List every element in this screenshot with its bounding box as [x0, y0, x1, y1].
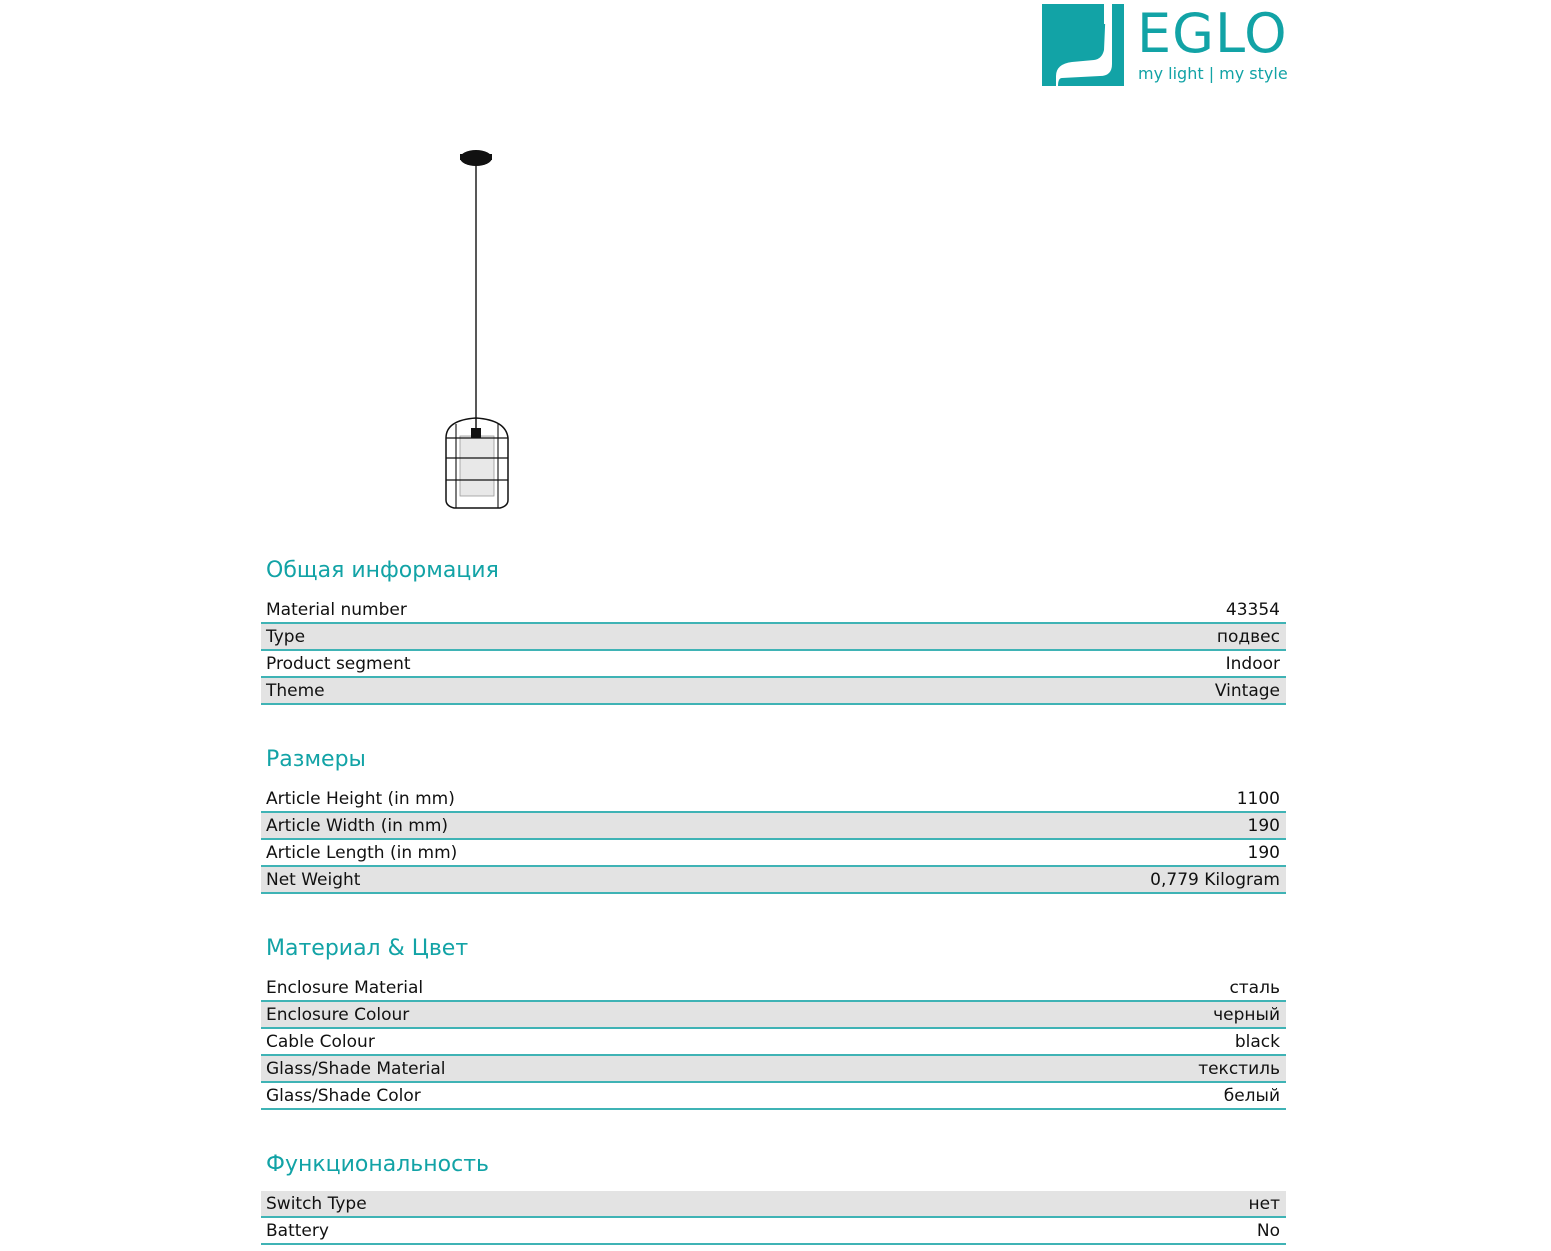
table-row: Material number 43354 [261, 597, 1286, 624]
table-row: Glass/Shade Material текстиль [261, 1056, 1286, 1083]
table-row: Enclosure Material сталь [261, 975, 1286, 1002]
table-row: Article Width (in mm) 190 [261, 813, 1286, 840]
eglo-logo-icon [1042, 4, 1124, 86]
general-info-table [261, 597, 1286, 705]
section-title-material-color: Материал & Цвет [266, 936, 469, 961]
table-row: Article Height (in mm) 1100 [261, 786, 1286, 813]
dimensions-table [261, 786, 1286, 894]
table-row: Type подвес [261, 624, 1286, 651]
table-row: Product segment Indoor [261, 651, 1286, 678]
table-row: Enclosure Colour черный [261, 1002, 1286, 1029]
section-title-general: Общая информация [266, 558, 499, 583]
table-row: Article Length (in mm) 190 [261, 840, 1286, 867]
brand-name: EGLO [1137, 2, 1288, 65]
material-color-table [261, 975, 1286, 1110]
table-row: Net Weight 0,779 Kilogram [261, 867, 1286, 894]
table-row: Theme Vintage [261, 678, 1286, 705]
section-title-dimensions: Размеры [266, 747, 366, 772]
table-row: Glass/Shade Color белый [261, 1083, 1286, 1110]
table-row: Battery No [261, 1218, 1286, 1245]
functionality-table [261, 1191, 1286, 1245]
brand-tagline: my light | my style [1138, 64, 1288, 83]
pendant-cage-lamp-icon [430, 140, 530, 520]
table-row: Cable Colour black [261, 1029, 1286, 1056]
section-title-functionality: Функциональность [266, 1152, 489, 1177]
table-row: Switch Type нет [261, 1191, 1286, 1218]
brand-logo [1042, 4, 1292, 88]
